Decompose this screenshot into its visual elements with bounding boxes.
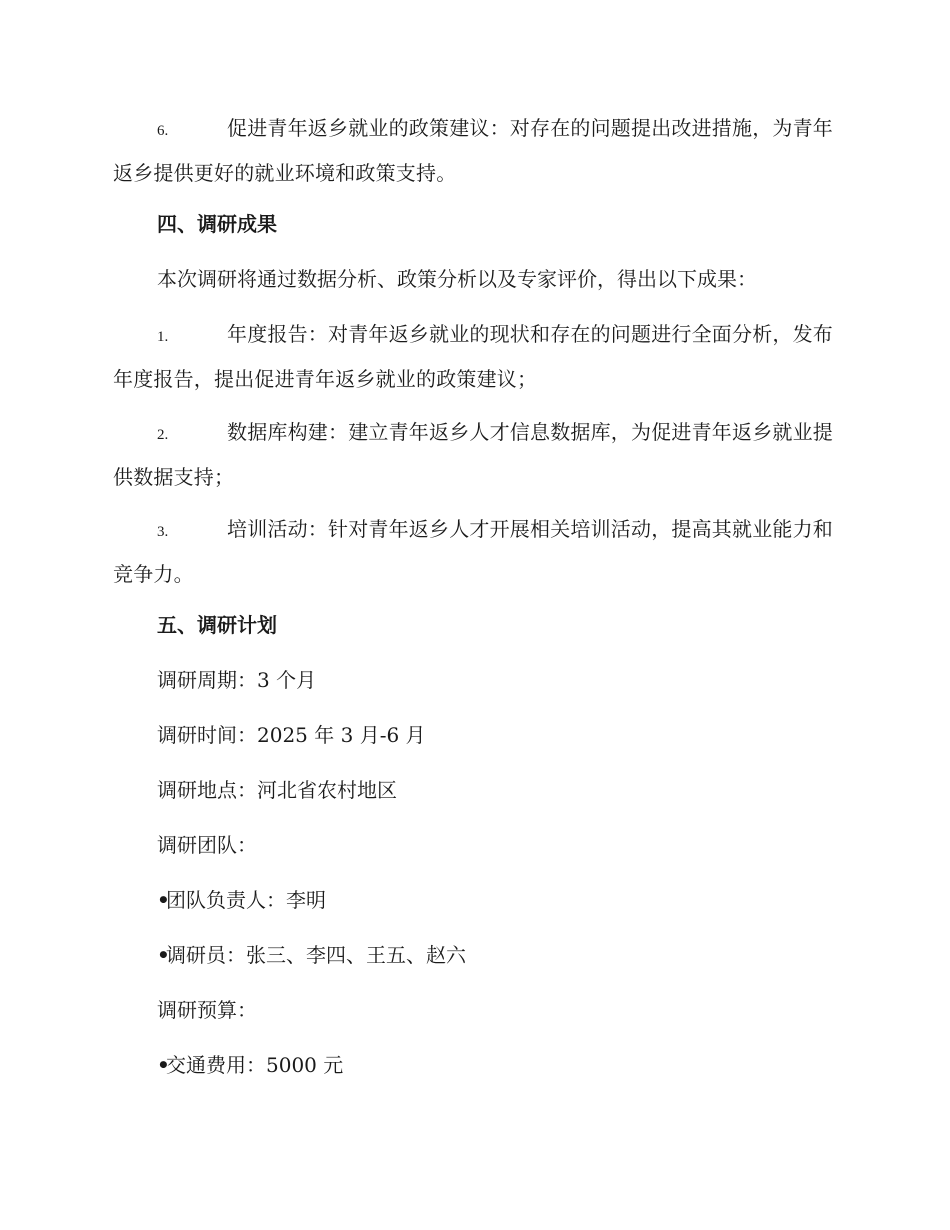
team-leader-bullet — [113, 879, 877, 921]
list-number: 6. — [157, 123, 169, 139]
budget-transport-bullet — [113, 1044, 877, 1086]
plan-period: 调研周期：3 个月 — [157, 668, 317, 692]
bullet-text: 交通费用：5000 元 — [166, 1053, 344, 1077]
results-intro: 本次调研将通过数据分析、政策分析以及专家评价，得出以下成果： — [157, 267, 757, 291]
bullet-text: 调研员：张三、李四、王五、赵六 — [166, 943, 466, 967]
plan-location: 调研地点：河北省农村地区 — [157, 778, 397, 802]
plan-time: 调研时间：2025 年 3 月-6 月 — [157, 723, 426, 747]
list-number: 2. — [157, 427, 169, 443]
bullet-icon: • — [157, 888, 170, 912]
team-members-bullet — [113, 934, 877, 976]
list-item-text: 年度报告：对青年返乡就业的现状和存在的问题进行全面分析，发布年度报告，提出促进青年返乡就业的政策建议； — [113, 322, 833, 391]
list-number: 3. — [157, 524, 169, 540]
list-item-text: 促进青年返乡就业的政策建议：对存在的问题提出改进措施，为青年返乡提供更好的就业环境和政策支持。 — [113, 116, 833, 185]
section-heading-results: 四、调研成果 — [157, 212, 277, 236]
list-number: 1. — [157, 329, 169, 345]
list-item-3 — [113, 508, 833, 595]
list-item-text: 数据库构建：建立青年返乡人才信息数据库，为促进青年返乡就业提供数据支持； — [113, 420, 833, 489]
plan-team-label: 调研团队： — [157, 833, 257, 857]
list-item-text: 培训活动：针对青年返乡人才开展相关培训活动，提高其就业能力和竞争力。 — [113, 517, 833, 586]
plan-budget-label: 调研预算： — [157, 998, 257, 1022]
list-item-1 — [113, 313, 833, 400]
bullet-text: 团队负责人：李明 — [166, 888, 326, 912]
list-item-2 — [113, 411, 833, 498]
list-item-6 — [113, 107, 833, 194]
bullet-icon: • — [157, 943, 170, 967]
section-heading-plan: 五、调研计划 — [157, 613, 277, 637]
bullet-icon: • — [157, 1053, 170, 1077]
